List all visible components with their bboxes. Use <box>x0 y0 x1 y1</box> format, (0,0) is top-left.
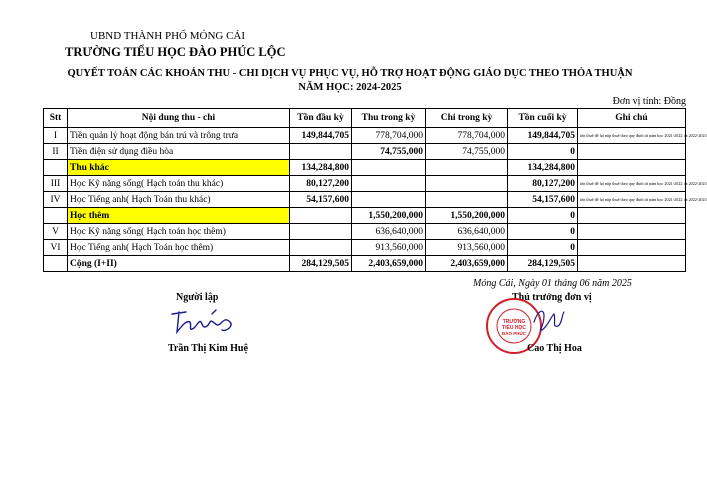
row-stt: VI <box>44 240 68 256</box>
authority-name: UBND THÀNH PHỐ MÓNG CÁI <box>90 30 246 42</box>
row-content: Tiền quản lý hoạt động bán trú và trông trưa <box>68 128 290 144</box>
row-opening-balance <box>290 240 352 256</box>
svg-text:TRƯỜNG: TRƯỜNG <box>502 319 526 325</box>
preparer-name: Trần Thị Kim Huệ <box>168 343 248 354</box>
row-closing-balance: 0 <box>508 224 578 240</box>
table-row <box>44 128 686 144</box>
row-income: 1,550,200,000 <box>352 208 426 224</box>
header-income: Thu trong kỳ <box>352 109 426 128</box>
preparer-signature <box>168 306 248 336</box>
row-income <box>352 192 426 208</box>
document-title: QUYẾT TOÁN CÁC KHOẢN THU - CHI DỊCH VỤ PHỤC VỤ, HỖ TRỢ HOẠT ĐỘNG GIÁO DỤC THEO THỎA THUẬN <box>67 68 633 79</box>
row-expense: 778,704,000 <box>426 128 508 144</box>
row-expense: 636,640,000 <box>426 224 508 240</box>
row-expense: 913,560,000 <box>426 240 508 256</box>
row-expense <box>426 176 508 192</box>
row-stt <box>44 256 68 272</box>
row-closing-balance: 0 <box>508 144 578 160</box>
row-note: tồn thuế để lại nộp thuế theo quy định từ năm học 2021-2022 và 2022-2023 <box>578 128 686 144</box>
row-content: Cộng (I+II) <box>68 256 290 272</box>
row-closing-balance: 134,284,800 <box>508 160 578 176</box>
row-stt: I <box>44 128 68 144</box>
header-opening-balance: Tồn đầu kỳ <box>290 109 352 128</box>
row-note <box>578 224 686 240</box>
row-content: Tiền điện sử dụng điều hòa <box>68 144 290 160</box>
currency-unit: Đơn vị tính: Đồng <box>612 96 686 107</box>
header-content: Nội dung thu - chi <box>68 109 290 128</box>
row-closing-balance: 0 <box>508 208 578 224</box>
row-stt: III <box>44 176 68 192</box>
row-expense: 2,403,659,000 <box>426 256 508 272</box>
table-row <box>44 224 686 240</box>
head-signature <box>528 300 568 340</box>
row-income: 74,755,000 <box>352 144 426 160</box>
school-year: NĂM HỌC: 2024-2025 <box>298 82 402 93</box>
row-content: Học Kỹ năng sống( Hạch toán học thêm) <box>68 224 290 240</box>
header-stt: Stt <box>44 109 68 128</box>
row-expense <box>426 192 508 208</box>
row-stt: II <box>44 144 68 160</box>
row-stt <box>44 160 68 176</box>
row-stt <box>44 208 68 224</box>
header-note: Ghi chú <box>578 109 686 128</box>
row-income: 913,560,000 <box>352 240 426 256</box>
row-note <box>578 160 686 176</box>
head-name: Cao Thị Hoa <box>527 343 582 354</box>
table-row <box>44 192 686 208</box>
row-closing-balance: 284,129,505 <box>508 256 578 272</box>
table-row <box>44 240 686 256</box>
header-expense: Chi trong kỳ <box>426 109 508 128</box>
svg-text:TIỂU HỌC: TIỂU HỌC <box>502 325 526 331</box>
row-note <box>578 256 686 272</box>
row-content: Học thêm <box>68 208 290 224</box>
row-note <box>578 208 686 224</box>
row-note <box>578 240 686 256</box>
svg-text:ĐÀO PHÚC: ĐÀO PHÚC <box>501 331 527 336</box>
row-closing-balance: 80,127,200 <box>508 176 578 192</box>
table-row <box>44 208 686 224</box>
table-row <box>44 176 686 192</box>
row-note <box>578 144 686 160</box>
row-content: Học Tiếng anh( Hạch Toán thu khác) <box>68 192 290 208</box>
row-opening-balance <box>290 224 352 240</box>
row-income: 2,403,659,000 <box>352 256 426 272</box>
row-opening-balance: 149,844,705 <box>290 128 352 144</box>
row-content: Học Tiếng anh( Hạch Toán học thêm) <box>68 240 290 256</box>
row-opening-balance: 134,284,800 <box>290 160 352 176</box>
row-opening-balance <box>290 208 352 224</box>
row-income <box>352 160 426 176</box>
row-closing-balance: 54,157,600 <box>508 192 578 208</box>
row-closing-balance: 0 <box>508 240 578 256</box>
row-opening-balance: 80,127,200 <box>290 176 352 192</box>
table-row <box>44 144 686 160</box>
table-header-row <box>44 109 686 128</box>
row-expense <box>426 160 508 176</box>
row-stt: IV <box>44 192 68 208</box>
preparer-title: Người lập <box>176 292 219 303</box>
row-opening-balance: 54,157,600 <box>290 192 352 208</box>
place-date: Móng Cái, Ngày 01 tháng 06 năm 2025 <box>473 278 632 289</box>
row-note: tồn thuế để lại nộp thuế theo quy định từ năm học 2021-2022 và 2022-2023 <box>578 176 686 192</box>
table-row <box>44 160 686 176</box>
row-note: tồn thuế để lại nộp thuế theo quy định từ năm học 2021-2022 và 2022-2023 <box>578 192 686 208</box>
row-opening-balance <box>290 144 352 160</box>
school-name: TRƯỜNG TIỂU HỌC ĐÀO PHÚC LỘC <box>65 45 286 59</box>
row-content: Thu khác <box>68 160 290 176</box>
row-income: 778,704,000 <box>352 128 426 144</box>
row-content: Học Kỹ năng sống( Hạch toán thu khác) <box>68 176 290 192</box>
table-total-row <box>44 256 686 272</box>
row-stt: V <box>44 224 68 240</box>
row-income <box>352 176 426 192</box>
row-closing-balance: 149,844,705 <box>508 128 578 144</box>
row-expense: 74,755,000 <box>426 144 508 160</box>
header-closing-balance: Tồn cuối kỳ <box>508 109 578 128</box>
row-income: 636,640,000 <box>352 224 426 240</box>
row-expense: 1,550,200,000 <box>426 208 508 224</box>
finance-table <box>43 108 707 272</box>
head-title: Thủ trưởng đơn vị <box>512 292 592 303</box>
row-opening-balance: 284,129,505 <box>290 256 352 272</box>
